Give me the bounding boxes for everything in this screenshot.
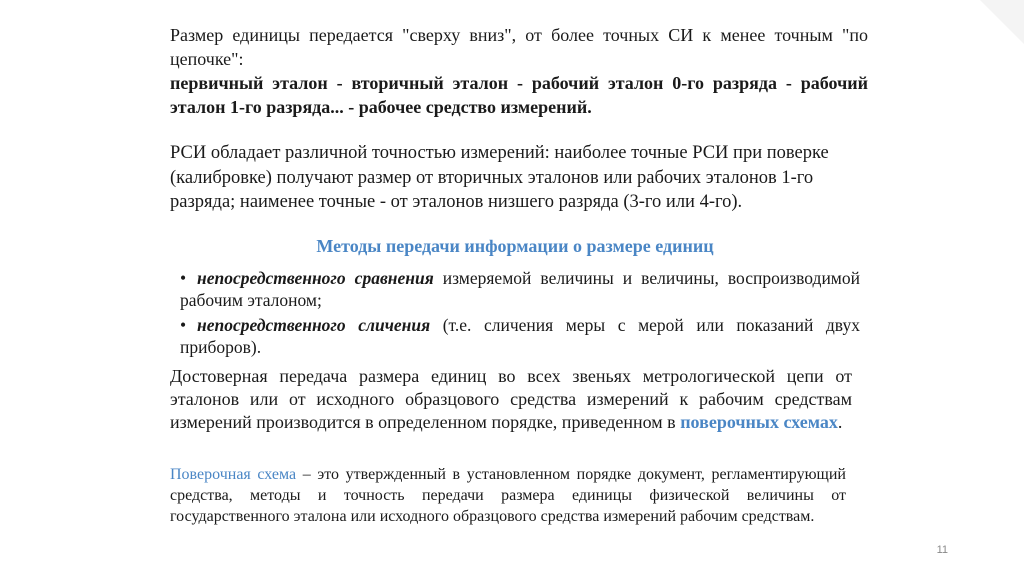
reliable-transfer-paragraph: [170, 365, 852, 434]
bullet-icon: •: [180, 315, 187, 335]
method-description: измеряемой величины и величины, воспроизводимой рабочим эталоном;: [180, 268, 861, 310]
bullet-icon: •: [180, 268, 187, 288]
methods-heading: Методы передачи информации о размере единиц: [316, 236, 714, 256]
reliable-transfer-end: .: [837, 412, 843, 432]
page-corner-decoration: [980, 0, 1024, 44]
methods-list: [180, 267, 860, 361]
method-item-comparison: [180, 267, 860, 311]
page-number: 11: [936, 544, 948, 556]
intro-text: Размер единицы передается "сверху вниз", от более точных СИ к менее точным "по цепочке":: [170, 25, 868, 69]
verification-schemes-term: поверочных схемах: [680, 412, 838, 432]
method-term: непосредственного сличения: [197, 315, 431, 335]
method-term: непосредственного сравнения: [197, 268, 434, 288]
verification-scheme-definition: [170, 464, 846, 527]
intro-paragraph: [170, 23, 868, 119]
rsi-accuracy-paragraph: РСИ обладает различной точностью измерений: наиболее точные РСИ при поверке (калибровке) получают размер от вторичных эталонов или рабочих эталонов 1-го разряда; наименее точные - от эталонов низшего разряда (3-го или 4-го).: [170, 143, 829, 212]
reliable-transfer-text: Достоверная передача размера единиц во всех звеньях метрологической цепи от эталонов или от исходного образцового средства измерений к рабочим средствам измерений производится в определенном порядке, приведенном в: [170, 366, 852, 432]
definition-term: Поверочная схема: [170, 466, 297, 483]
standards-chain-text: первичный эталон - вторичный эталон - рабочий эталон 0-го разряда - рабочий эталон 1-го разряда... - рабочее средство измерений.: [170, 73, 868, 117]
definition-text: – это утвержденный в установленном порядке документ, регламентирующий средства, методы и точность передачи размера единицы физической величины от государственного эталона или исходного образцового средства измерений рабочим средствам.: [170, 466, 846, 525]
method-item-collation: [180, 314, 860, 358]
method-description: (т.е. сличения меры с мерой или показаний двух приборов).: [180, 315, 860, 357]
